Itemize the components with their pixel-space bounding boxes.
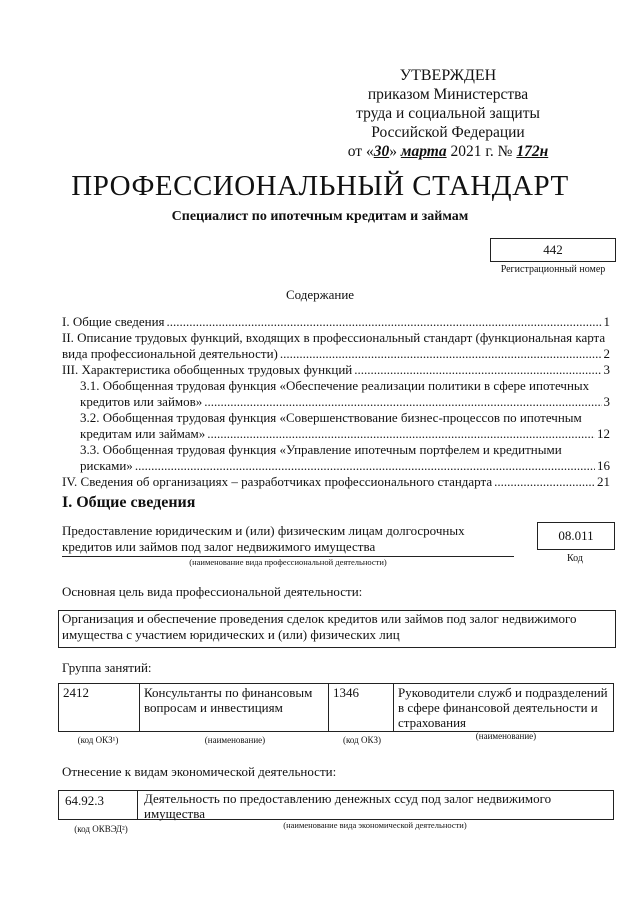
group-label: Группа занятий:: [62, 660, 152, 675]
activity-kind: [62, 523, 514, 555]
approval-date-line: [300, 142, 596, 161]
activity-code-caption: Код: [567, 553, 583, 564]
section-title: I. Общие сведения: [62, 494, 196, 511]
okz-code-cell: 1346: [329, 684, 394, 732]
toc-item[interactable]: II. Описание трудовых функций, входящих в профессиональный стандарт (функциональная карта вида профессиональной деятельности) ..... 2: [62, 330, 610, 362]
okved-name-caption: (наименование вида экономической деятельности): [283, 820, 467, 830]
registration-caption: Регистрационный номер: [500, 264, 606, 275]
date-month: марта: [400, 143, 447, 160]
okz-name-caption: (наименование): [204, 735, 266, 745]
order-number: 172н: [516, 143, 549, 160]
toc-item[interactable]: I. Общие сведения ..... 1: [62, 314, 610, 330]
okz-code-cell: 2412: [59, 684, 140, 732]
document-subtitle: Специалист по ипотечным кредитам и займам: [171, 209, 469, 224]
okved-code-caption: (код ОКВЭД²): [74, 824, 128, 834]
registration-number-box: 442: [490, 238, 616, 262]
document-title: ПРОФЕССИОНАЛЬНЫЙ СТАНДАРТ: [71, 170, 569, 202]
toc-item[interactable]: 3.2. Обобщенная трудовая функция «Совершенствование бизнес-процессов по ипотечным кредитам или займам» ..... 12: [62, 410, 610, 442]
okved-name-cell: Деятельность по предоставлению денежных ссуд под залог недвижимого имущества: [138, 790, 614, 820]
date-day: 30: [373, 143, 390, 160]
activity-kind-line: Предоставление юридическим и (или) физическим лицам долгосрочных: [62, 523, 465, 538]
date-prefix: от «: [347, 143, 374, 160]
toc-item[interactable]: III. Характеристика обобщенных трудовых функций ..... 3: [62, 362, 610, 378]
okved-code-cell: 64.92.3: [58, 790, 138, 820]
okved-label: Отнесение к видам экономической деятельности:: [62, 764, 337, 779]
okz-code-caption: (код ОКЗ): [343, 735, 381, 745]
approval-line-ministry: приказом Министерства: [367, 86, 529, 103]
occupation-group-table: [58, 683, 614, 732]
toc-item[interactable]: 3.3. Обобщенная трудовая функция «Управление ипотечным портфелем и кредитными рисками» ..... 16: [62, 442, 610, 474]
table-of-contents: [62, 314, 610, 490]
approval-line-federation: Российской Федерации: [371, 124, 525, 141]
approval-block: [300, 66, 596, 161]
okz-name-cell: Руководители служб и подразделений в сфере финансовой деятельности и страхования: [394, 684, 614, 732]
goal-label: Основная цель вида профессиональной деятельности:: [62, 584, 363, 599]
activity-code-box: 08.011: [537, 522, 615, 550]
toc-item[interactable]: IV. Сведения об организациях – разработчиках профессионального стандарта ..... 21: [62, 474, 610, 490]
goal-text: Организация и обеспечение проведения сделок кредитов или займов под залог недвижимого имущества с участием юридических и (или) физических лиц: [62, 611, 577, 642]
toc-item[interactable]: 3.1. Обобщенная трудовая функция «Обеспечение реализации политики в сфере ипотечных кредитов или займов» ..... 3: [62, 378, 610, 410]
date-mid: »: [389, 143, 397, 160]
okz-name-cell: Консультанты по финансовым вопросам и инвестициям: [140, 684, 329, 732]
okz-name-caption: (наименование): [475, 731, 537, 741]
activity-kind-caption: (наименование вида профессиональной деятельности): [189, 557, 387, 567]
approval-line-labor: труда и социальной защиты: [356, 105, 540, 122]
toc-heading: Содержание: [285, 287, 355, 302]
activity-kind-line: кредитов или займов под залог недвижимого имущества: [62, 539, 376, 554]
okz-code-caption: (код ОКЗ¹): [77, 735, 119, 745]
date-year: 2021 г. №: [450, 143, 513, 160]
table-row: [59, 684, 614, 732]
approval-title: УТВЕРЖДЕН: [399, 67, 497, 84]
